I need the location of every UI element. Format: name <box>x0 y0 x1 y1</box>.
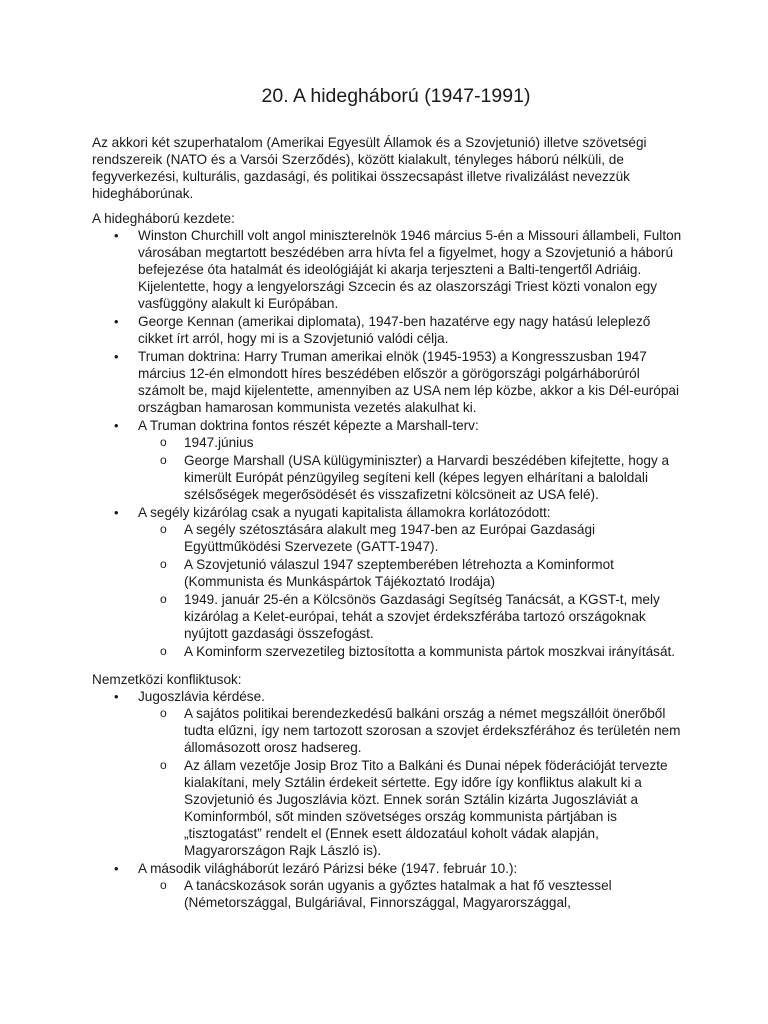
list-item <box>92 860 688 911</box>
bullet-icon: • <box>114 228 119 243</box>
list-item <box>92 417 688 503</box>
section-heading-international-conflicts: Nemzetközi konfliktusok: <box>92 672 242 687</box>
circle-bullet-icon: o <box>160 592 167 606</box>
sub-bullet-list <box>138 434 688 503</box>
sub-list-item-text: 1947.június <box>184 435 254 450</box>
bullet-icon: • <box>114 861 119 876</box>
sub-list-item-text: A Kominform szervezetileg biztosította a kommunista pártok moszkvai irányítását. <box>184 644 676 659</box>
list-item-text: Jugoszlávia kérdése. <box>138 689 265 704</box>
list-item <box>92 688 688 859</box>
circle-bullet-icon: o <box>160 644 167 658</box>
circle-bullet-icon: o <box>160 758 167 772</box>
sub-list-item-text: George Marshall (USA külügyminiszter) a Harvardi beszédében kifejtette, hogy a kimerült Európát pénzügyileg segíteni kell (képes legyen elhárítani a baloldali szélsőségek megerősödését és visszafizetni kölcsöneit az USA felé). <box>184 453 670 502</box>
sub-bullet-list <box>138 521 688 660</box>
bullet-icon: • <box>114 689 119 704</box>
sub-list-item-text: Az állam vezetője Josip Broz Tito a Balkáni és Dunai népek föderációját tervezte kialakítani, mely Sztálin érdekeit sértette. Egy időre így konfliktus alakult ki a Szovjetunió és Jugoszlávia közt. Ennek során Sztálin kizárta Jugoszláviát a Kominformból, sőt minden szövetséges ország kommunista pártjában is „tisztogatást” rendelt el (Ennek esett áldozatául koholt vádak alapján, Magyarországon Rajk László is). <box>184 758 668 858</box>
sub-list-item-text: A tanácskozások során ugyanis a győztes hatalmak a hat fő vesztessel (Németországgal, Bulgáriával, Finnországgal, Magyarországgal, <box>184 878 612 910</box>
circle-bullet-icon: o <box>160 557 167 571</box>
list-item <box>92 348 688 416</box>
circle-bullet-icon: o <box>160 522 167 536</box>
page-title: 20. A hidegháború (1947-1991) <box>261 85 531 107</box>
bullet-icon: • <box>114 505 119 520</box>
sub-list-item <box>138 591 688 642</box>
list-item <box>92 504 688 660</box>
list-item-text: A segély kizárólag csak a nyugati kapitalista államokra korlátozódott: <box>138 505 551 520</box>
sub-list-item-text: 1949. január 25-én a Kölcsönös Gazdasági Segítség Tanácsát, a KGST-t, mely kizárólag a Kelet-európai, tehát a szovjet érdekszférába tartozó országoknak nyújtott gazdasági összefogást. <box>184 592 660 641</box>
list-item-text: George Kennan (amerikai diplomata), 1947-ben hazatérve egy nagy hatású leleplező cikket írt arról, hogy mi is a Szovjetunió valódi célja. <box>138 314 651 346</box>
bullet-icon: • <box>114 418 119 433</box>
sub-list-item-text: A segély szétosztására alakult meg 1947-ben az Európai Gazdasági Együttműködési Szervezete (GATT-1947). <box>184 522 596 554</box>
bullet-icon: • <box>114 349 119 364</box>
section-heading-cold-war-start: A hidegháború kezdete: <box>92 211 235 226</box>
sub-list-item <box>138 705 688 756</box>
section-spacer <box>92 661 688 671</box>
sub-bullet-list <box>138 705 688 859</box>
sub-list-item <box>138 434 688 451</box>
list-item <box>92 227 688 312</box>
bullet-list <box>92 227 688 660</box>
sub-list-item-text: A sajátos politikai berendezkedésű balkáni ország a német megszállóit önerőből tudta elűzni, így nem tartozott szorosan a szovjet érdekszférához és területén nem állomásozott orosz hadsereg. <box>184 706 681 755</box>
bullet-list <box>92 688 688 911</box>
list-item <box>92 313 688 347</box>
sub-bullet-list <box>138 877 688 911</box>
intro-paragraph: Az akkori két szuperhatalom (Amerikai Egyesült Államok és a Szovjetunió) illetve szövetségi rendszereik (NATO és a Varsói Szerződés), között kialakult, tényleges háború nélküli, de fegyverkezési, kulturális, gazdasági, és politikai összecsapást illetve rivalizálást nevezzük hidegháborúnak. <box>92 135 647 201</box>
sub-list-item <box>138 556 688 590</box>
sub-list-item <box>138 877 688 911</box>
circle-bullet-icon: o <box>160 435 167 449</box>
sub-list-item-text: A Szovjetunió válaszul 1947 szeptemberében létrehozta a Kominformot (Kommunista és Munkáspártok Tájékoztató Irodája) <box>184 557 614 589</box>
list-item-text: Winston Churchill volt angol miniszterelnök 1946 március 5-én a Missouri állambeli, Fulton városában megtartott beszédében arra hívta fel a figyelmet, hogy a Szovjetunió a háború befejezése óta hatalmát és ideológiáját ki akarja terjeszteni a Balti-tengertől Adriáig. Kijelentette, hogy a lengyelországi Szcecin és az olaszországi Triest közti vonalon egy vasfüggöny alakult ki Európában. <box>138 228 682 311</box>
circle-bullet-icon: o <box>160 706 167 720</box>
list-item-text: A második világháborút lezáró Párizsi béke (1947. február 10.): <box>138 861 518 876</box>
circle-bullet-icon: o <box>160 453 167 467</box>
sub-list-item <box>138 757 688 859</box>
sub-list-item <box>138 452 688 503</box>
list-item-text: Truman doktrina: Harry Truman amerikai elnök (1945-1953) a Kongresszusban 1947 március 12-én elmondott híres beszédében először a görögországi polgárháborúról számolt be, majd kijelentette, amennyiben az USA nem lép közbe, akkor a kis Dél-európai országban hamarosan kommunista vezetés alakulhat ki. <box>138 349 680 415</box>
sub-list-item <box>138 643 688 660</box>
circle-bullet-icon: o <box>160 878 167 892</box>
sub-list-item <box>138 521 688 555</box>
bullet-icon: • <box>114 314 119 329</box>
list-item-text: A Truman doktrina fontos részét képezte a Marshall-terv: <box>138 418 479 433</box>
